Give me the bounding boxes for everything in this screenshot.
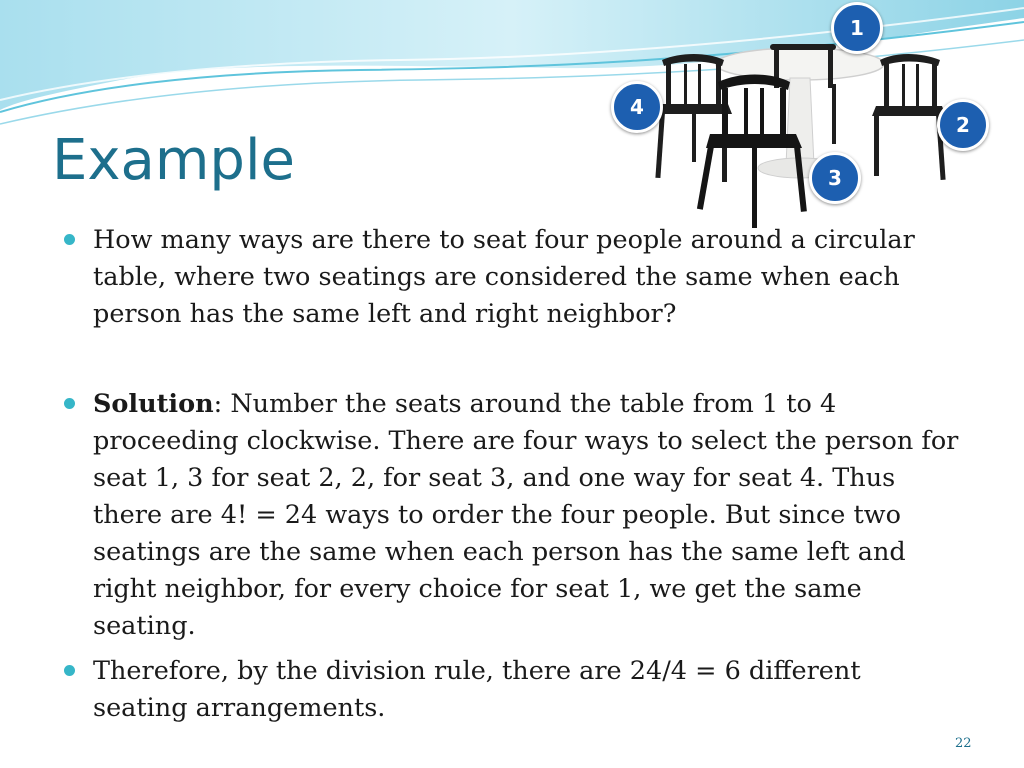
bullet-solution: [62, 386, 962, 645]
bullet-dot-icon: [64, 665, 75, 676]
seat-badge-2: 2: [937, 99, 989, 151]
seat-badge-4: 4: [611, 81, 663, 133]
bullet-dot-icon: [64, 234, 75, 245]
slide-title: Example: [52, 128, 295, 193]
bullet-question: [62, 222, 962, 333]
bullet-conclusion: [62, 653, 962, 727]
bullet-text: How many ways are there to seat four people around a circular table, where two seatings are considered the same when each person has the same left and right neighbor?: [93, 225, 915, 329]
page-number: 22: [955, 736, 972, 751]
bullet-dot-icon: [64, 398, 75, 409]
slide-body: [62, 222, 962, 727]
bullet-text: : Number the seats around the table from 1 to 4 proceeding clockwise. There are four ways to select the person for seat 1, 3 for seat 2, 2, for seat 3, and one way for seat 4. Thus there are 4! = 24 ways to order the four people. But since two seatings are the same when each person has the same left and right neighbor, for every choice for seat 1, we get the same seating.: [93, 389, 959, 641]
seat-badge-3: 3: [809, 152, 861, 204]
seat-badge-1: 1: [831, 2, 883, 54]
bullet-bold-label: Solution: [93, 389, 214, 419]
bullet-text: Therefore, by the division rule, there are 24/4 = 6 different seating arrangements.: [93, 656, 861, 723]
